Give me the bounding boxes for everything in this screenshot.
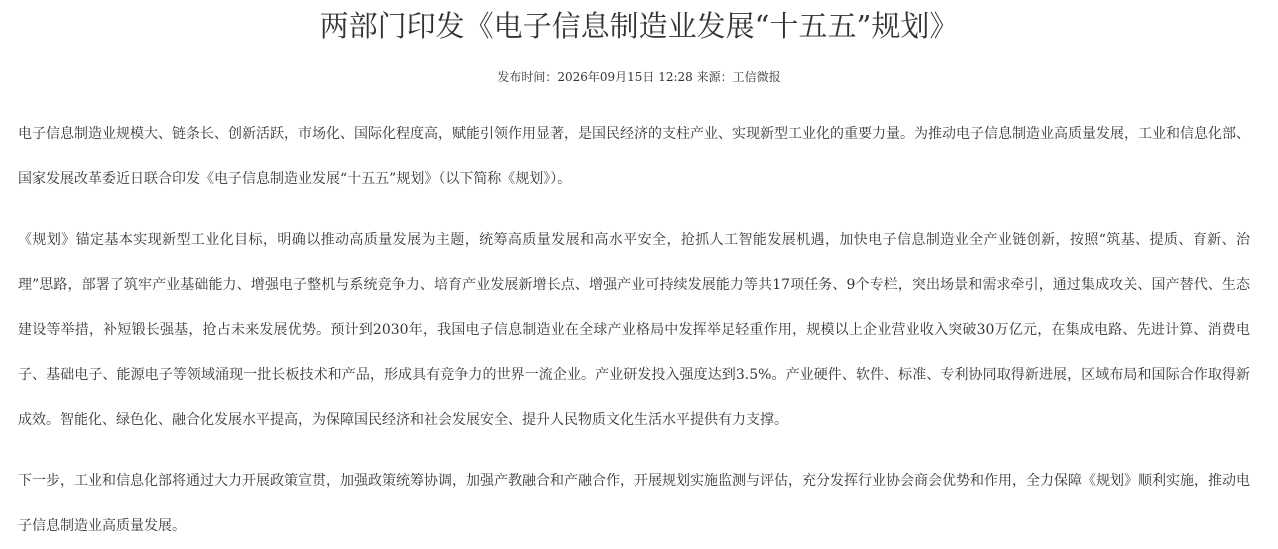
article-title: 两部门印发《电子信息制造业发展“十五五”规划》	[319, 9, 959, 43]
publish-time-label: 发布时间：	[497, 70, 558, 84]
publish-time: 2026年09月15日 12:28	[557, 70, 693, 84]
paragraph-next-steps: 下一步，工业和信息化部将通过大力开展政策宣贯，加强政策统筹协调，加强产教融合和产融合作，开展规划实施监测与评估，充分发挥行业协会商会优势和作用，全力保障《规划》顺利实施，推动电子信息制造业高质量发展。	[18, 473, 1250, 534]
article-body	[18, 112, 1250, 549]
source-label: 来源：	[696, 70, 733, 84]
paragraph-intro: 电子信息制造业规模大、链条长、创新活跃，市场化、国际化程度高，赋能引领作用显著，是国民经济的支柱产业、实现新型工业化的重要力量。为推动电子信息制造业高质量发展，工业和信息化部、国家发展改革委近日联合印发《电子信息制造业发展“十五五”规划》（以下简称《规划》）。	[18, 126, 1250, 187]
source-name: 工信微报	[732, 70, 781, 84]
paragraph-plan-details: 《规划》锚定基本实现新型工业化目标，明确以推动高质量发展为主题，统筹高质量发展和高水平安全，抢抓人工智能发展机遇，加快电子信息制造业全产业链创新，按照“筑基、提质、育新、治理”思路，部署了筑牢产业基础能力、增强电子整机与系统竞争力、培育产业发展新增长点、增强产业可持续发展能力等共17项任务、9个专栏，突出场景和需求牵引，通过集成攻关、国产替代、生态建设等举措，补短锻长强基，抢占未来发展优势。预计到2030年，我国电子信息制造业在全球产业格局中发挥举足轻重作用，规模以上企业营业收入突破30万亿元，在集成电路、先进计算、消费电子、基础电子、能源电子等领域涌现一批长板技术和产品，形成具有竞争力的世界一流企业。产业研发投入强度达到3.5%。产业硬件、软件、标准、专利协同取得新进展，区域布局和国际合作取得新成效。智能化、绿色化、融合化发展水平提高，为保障国民经济和社会发展安全、提升人民物质文化生活水平提供有力支撑。	[18, 232, 1250, 428]
article-meta	[0, 68, 1278, 86]
